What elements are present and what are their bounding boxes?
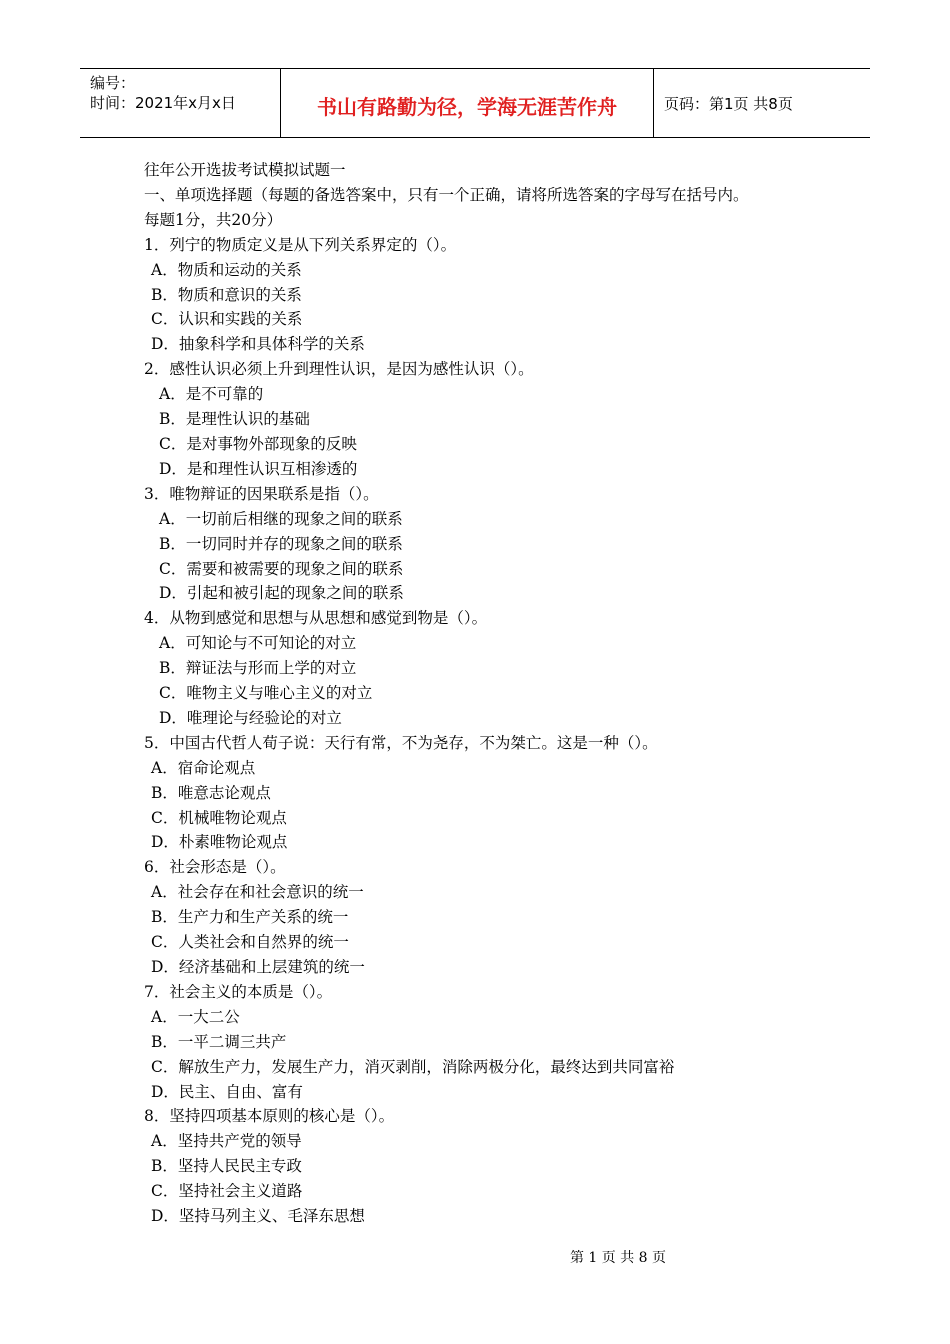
option-d: D．抽象科学和具体科学的关系 [151,335,365,354]
question-5 [144,731,844,856]
number-label: 编号： [90,74,136,92]
question-6 [144,855,844,980]
option-a: A．物质和运动的关系 [151,260,302,279]
option-a: A．是不可靠的 [159,385,264,404]
option-b: B．物质和意识的关系 [151,285,302,304]
option-c: C．坚持社会主义道路 [151,1182,303,1201]
option-a: A．一大二公 [151,1007,240,1026]
option-c: C．是对事物外部现象的反映 [159,434,357,453]
option-c: C．解放生产力，发展生产力，消灭剥削，消除两极分化，最终达到共同富裕 [151,1057,675,1076]
question-8 [144,1104,844,1229]
option-a: A．坚持共产党的领导 [151,1132,302,1151]
question-7 [144,980,844,1105]
section-instructions: 一、单项选择题（每题的备选答案中，只有一个正确，请将所选答案的字母写在括号内。 [144,185,749,204]
option-c: C．认识和实践的关系 [151,310,303,329]
header-meta [80,69,281,137]
time-label: 时间：2021年x月x日 [90,94,236,112]
question-3 [144,482,844,607]
option-d: D．是和理性认识互相渗透的 [159,459,358,478]
option-b: B．是理性认识的基础 [159,410,310,429]
option-d: D．唯理论与经验论的对立 [159,708,342,727]
page-header [80,68,870,138]
question-2 [144,357,844,482]
option-b: B．辩证法与形而上学的对立 [159,659,357,678]
option-d: D．经济基础和上层建筑的统一 [151,958,365,976]
option-b: B．坚持人民民主专政 [151,1157,302,1176]
page-footer: 第 1 页 共 8 页 [569,1250,667,1266]
question-4 [144,606,844,731]
option-b: B．一切同时并存的现象之间的联系 [159,534,403,553]
option-c: C．唯物主义与唯心主义的对立 [159,684,373,703]
option-c: C．需要和被需要的现象之间的联系 [159,559,404,578]
question-stem: 4．从物到感觉和思想与从思想和感觉到物是（）。 [144,609,488,628]
question-stem: 5．中国古代哲人荀子说：天行有常，不为尧存，不为桀亡。这是一种（）。 [144,733,658,752]
option-d: D．坚持马列主义、毛泽东思想 [151,1207,365,1226]
document-body [144,158,844,1229]
option-a: A．一切前后相继的现象之间的联系 [159,509,403,528]
option-a: A．宿命论观点 [151,758,256,777]
option-c: C．机械唯物论观点 [151,808,287,827]
option-a: A．社会存在和社会意识的统一 [151,883,364,902]
question-stem: 7．社会主义的本质是（）。 [144,982,333,1001]
document-title: 往年公开选拔考试模拟试题一 [144,161,346,179]
option-b: B．生产力和生产关系的统一 [151,908,349,927]
header-motto: 书山有路勤为径，学海无涯苦作舟 [281,69,654,137]
option-a: A．可知论与不可知论的对立 [159,634,357,653]
option-b: B．一平二调三共产 [151,1032,287,1051]
section-instructions-cont: 每题1分，共20分） [144,210,283,229]
option-b: B．唯意志论观点 [151,783,271,802]
question-stem: 2．感性认识必须上升到理性认识，是因为感性认识（）。 [144,360,534,379]
question-stem: 6．社会形态是（）。 [144,858,286,877]
header-page-info: 页码：第1页 共8页 [664,94,793,113]
question-stem: 1．列宁的物质定义是从下列关系界定的（）。 [144,235,457,254]
option-d: D．引起和被引起的现象之间的联系 [159,584,404,603]
question-stem: 8．坚持四项基本原则的核心是（）。 [144,1107,395,1126]
option-c: C．人类社会和自然界的统一 [151,933,349,952]
option-d: D．民主、自由、富有 [151,1082,303,1101]
option-d: D．朴素唯物论观点 [151,833,288,852]
question-stem: 3．唯物辩证的因果联系是指（）。 [144,484,379,503]
question-1 [144,233,844,358]
